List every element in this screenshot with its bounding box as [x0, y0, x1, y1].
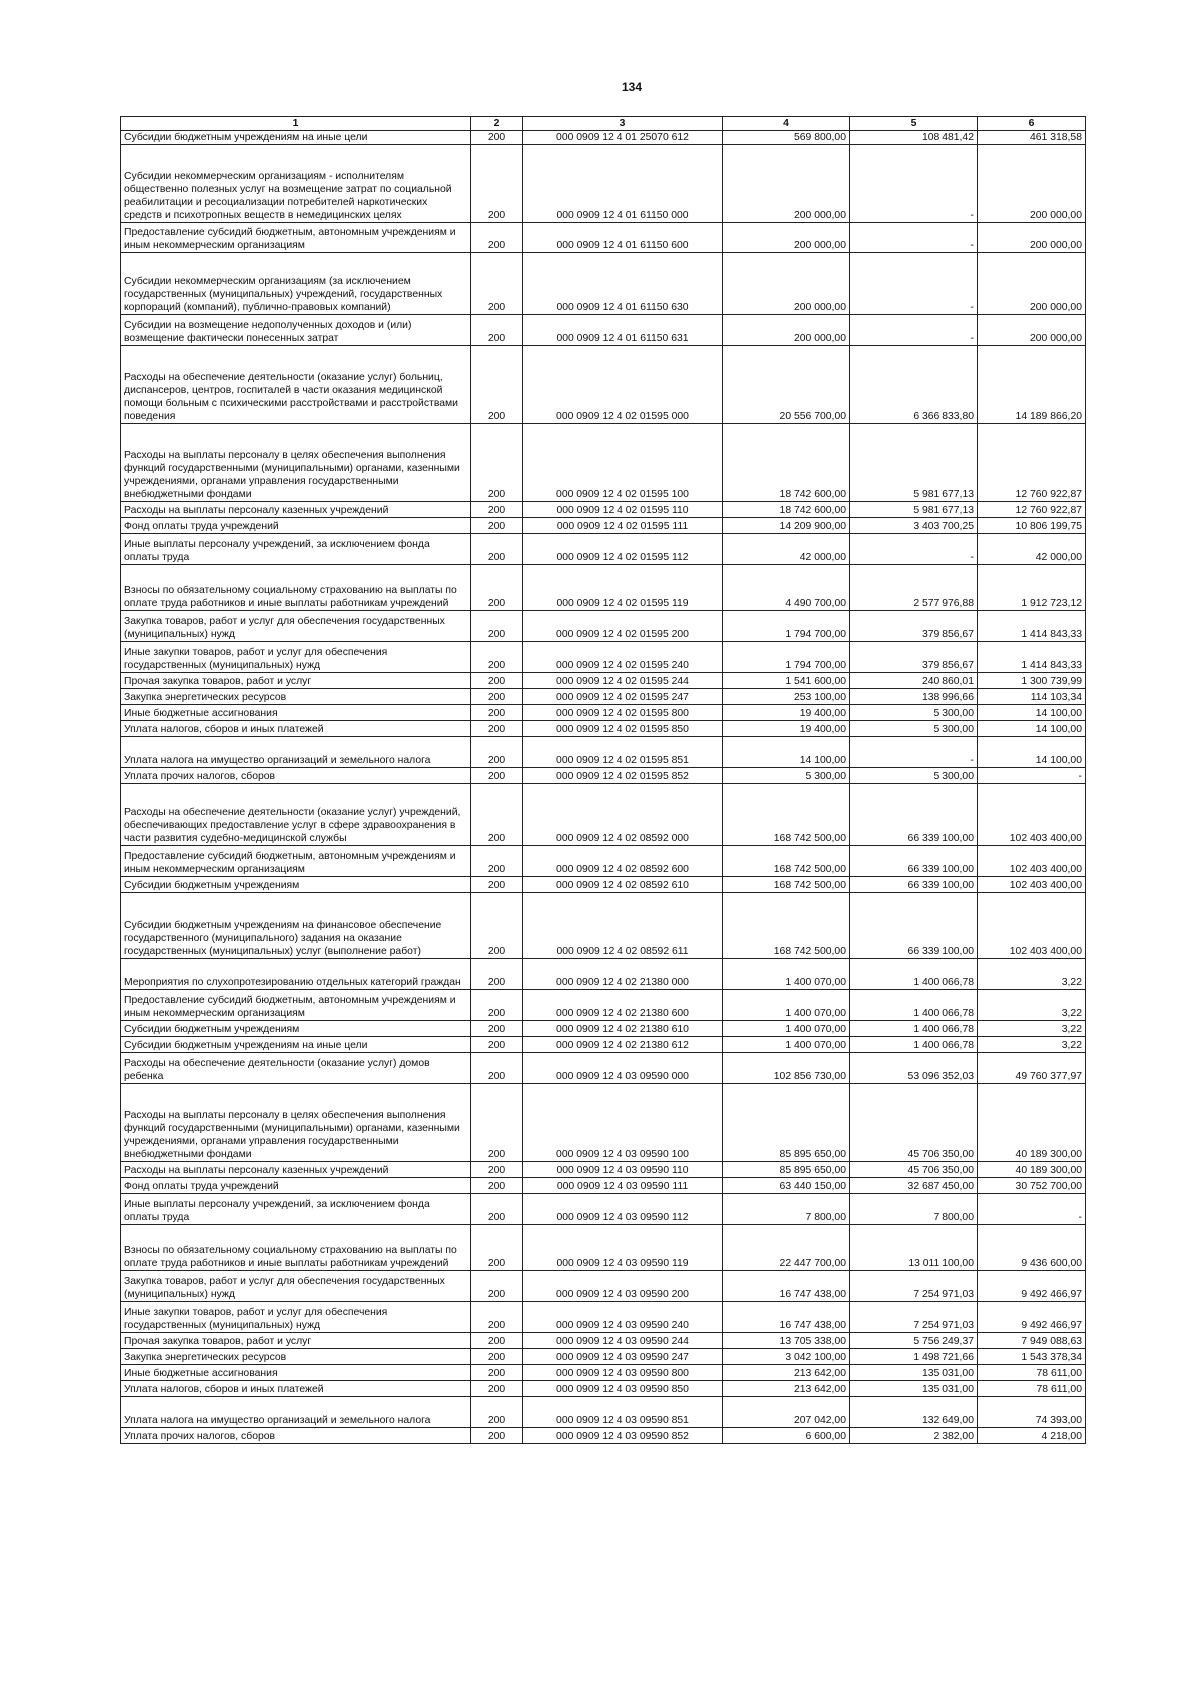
table-row [121, 518, 1086, 534]
row-name-cell: Иные выплаты персоналу учреждений, за исключением фонда оплаты труда [121, 1194, 471, 1225]
row-name-cell: Расходы на выплаты персоналу в целях обеспечения выполнения функций государственными (муниципальными) органами, казенными учреждениями, органами управления государственными внебюджетными фондами [121, 1084, 471, 1162]
row-classification-code-cell: 000 0909 12 4 01 61150 600 [523, 223, 723, 253]
row-name-cell: Уплата налогов, сборов и иных платежей [121, 1381, 471, 1397]
row-executed-amount-cell: 5 300,00 [850, 721, 978, 737]
row-classification-code-cell: 000 0909 12 4 03 09590 000 [523, 1053, 723, 1084]
row-classification-code-cell: 000 0909 12 4 02 08592 611 [523, 893, 723, 959]
row-executed-amount-cell: 32 687 450,00 [850, 1178, 978, 1194]
row-approved-amount-cell: 1 400 070,00 [723, 1021, 850, 1037]
row-executed-amount-cell: 1 400 066,78 [850, 1037, 978, 1053]
row-remaining-amount-cell: 14 100,00 [978, 721, 1086, 737]
row-approved-amount-cell: 200 000,00 [723, 223, 850, 253]
row-classification-code-cell: 000 0909 12 4 03 09590 247 [523, 1349, 723, 1365]
row-remaining-amount-cell: 78 611,00 [978, 1381, 1086, 1397]
row-remaining-amount-cell: - [978, 1194, 1086, 1225]
row-approved-amount-cell: 16 747 438,00 [723, 1302, 850, 1333]
row-classification-code-cell: 000 0909 12 4 03 09590 800 [523, 1365, 723, 1381]
row-name-cell: Субсидии на возмещение недополученных доходов и (или) возмещение фактически понесенных затрат [121, 315, 471, 346]
row-remaining-amount-cell: 1 300 739,99 [978, 673, 1086, 689]
table-row [121, 1225, 1086, 1271]
table-row [121, 1349, 1086, 1365]
row-remaining-amount-cell: 1 414 843,33 [978, 642, 1086, 673]
table-row [121, 131, 1086, 145]
row-executed-amount-cell: 66 339 100,00 [850, 846, 978, 877]
row-executed-amount-cell: - [850, 315, 978, 346]
table-row [121, 877, 1086, 893]
row-executed-amount-cell: - [850, 145, 978, 223]
row-executed-amount-cell: 108 481,42 [850, 131, 978, 145]
row-approved-amount-cell: 1 400 070,00 [723, 1037, 850, 1053]
row-remaining-amount-cell: 3,22 [978, 959, 1086, 990]
row-remaining-amount-cell: 3,22 [978, 990, 1086, 1021]
row-admin-code-cell: 200 [471, 990, 523, 1021]
row-approved-amount-cell: 213 642,00 [723, 1381, 850, 1397]
row-admin-code-cell: 200 [471, 1037, 523, 1053]
row-classification-code-cell: 000 0909 12 4 02 08592 000 [523, 784, 723, 846]
row-admin-code-cell: 200 [471, 223, 523, 253]
row-executed-amount-cell: 1 400 066,78 [850, 1021, 978, 1037]
row-executed-amount-cell: 240 860,01 [850, 673, 978, 689]
row-remaining-amount-cell: 1 543 378,34 [978, 1349, 1086, 1365]
table-row [121, 565, 1086, 611]
row-name-cell: Субсидии бюджетным учреждениям на иные цели [121, 131, 471, 145]
row-admin-code-cell: 200 [471, 565, 523, 611]
row-name-cell: Закупка энергетических ресурсов [121, 1349, 471, 1365]
row-classification-code-cell: 000 0909 12 4 02 01595 110 [523, 502, 723, 518]
row-remaining-amount-cell: 40 189 300,00 [978, 1084, 1086, 1162]
table-row [121, 253, 1086, 315]
table-row [121, 1397, 1086, 1428]
row-executed-amount-cell: 66 339 100,00 [850, 877, 978, 893]
table-row [121, 673, 1086, 689]
row-classification-code-cell: 000 0909 12 4 02 01595 200 [523, 611, 723, 642]
row-admin-code-cell: 200 [471, 1178, 523, 1194]
row-approved-amount-cell: 13 705 338,00 [723, 1333, 850, 1349]
row-approved-amount-cell: 85 895 650,00 [723, 1084, 850, 1162]
row-approved-amount-cell: 168 742 500,00 [723, 846, 850, 877]
table-row [121, 990, 1086, 1021]
row-admin-code-cell: 200 [471, 705, 523, 721]
row-approved-amount-cell: 14 100,00 [723, 737, 850, 768]
row-classification-code-cell: 000 0909 12 4 03 09590 200 [523, 1271, 723, 1302]
row-classification-code-cell: 000 0909 12 4 03 09590 244 [523, 1333, 723, 1349]
row-name-cell: Субсидии бюджетным учреждениям на финансовое обеспечение государственного (муниципального) задания на оказание государственных (муниципальных) услуг (выполнение работ) [121, 893, 471, 959]
row-admin-code-cell: 200 [471, 1271, 523, 1302]
row-classification-code-cell: 000 0909 12 4 02 21380 600 [523, 990, 723, 1021]
table-row [121, 1194, 1086, 1225]
row-remaining-amount-cell: 114 103,34 [978, 689, 1086, 705]
table-row [121, 1162, 1086, 1178]
table-row [121, 1084, 1086, 1162]
row-name-cell: Закупка товаров, работ и услуг для обеспечения государственных (муниципальных) нужд [121, 611, 471, 642]
table-row [121, 846, 1086, 877]
row-admin-code-cell: 200 [471, 1333, 523, 1349]
row-classification-code-cell: 000 0909 12 4 02 01595 119 [523, 565, 723, 611]
row-name-cell: Предоставление субсидий бюджетным, автономным учреждениям и иным некоммерческим организациям [121, 846, 471, 877]
row-executed-amount-cell: 379 856,67 [850, 642, 978, 673]
row-admin-code-cell: 200 [471, 131, 523, 145]
row-executed-amount-cell: 135 031,00 [850, 1381, 978, 1397]
table-row [121, 1178, 1086, 1194]
row-executed-amount-cell: 2 577 976,88 [850, 565, 978, 611]
row-admin-code-cell: 200 [471, 689, 523, 705]
row-admin-code-cell: 200 [471, 1021, 523, 1037]
row-classification-code-cell: 000 0909 12 4 01 61150 630 [523, 253, 723, 315]
row-approved-amount-cell: 3 042 100,00 [723, 1349, 850, 1365]
row-approved-amount-cell: 19 400,00 [723, 705, 850, 721]
row-name-cell: Субсидии бюджетным учреждениям [121, 1021, 471, 1037]
row-remaining-amount-cell: 1 414 843,33 [978, 611, 1086, 642]
row-admin-code-cell: 200 [471, 424, 523, 502]
row-remaining-amount-cell: 102 403 400,00 [978, 846, 1086, 877]
table-row [121, 145, 1086, 223]
row-remaining-amount-cell: 200 000,00 [978, 223, 1086, 253]
row-name-cell: Расходы на обеспечение деятельности (оказание услуг) домов ребенка [121, 1053, 471, 1084]
row-executed-amount-cell: - [850, 534, 978, 565]
row-remaining-amount-cell: 3,22 [978, 1037, 1086, 1053]
row-approved-amount-cell: 18 742 600,00 [723, 424, 850, 502]
row-approved-amount-cell: 168 742 500,00 [723, 877, 850, 893]
row-name-cell: Расходы на выплаты персоналу в целях обеспечения выполнения функций государственными (муниципальными) органами, казенными учреждениями, органами управления государственными внебюджетными фондами [121, 424, 471, 502]
row-executed-amount-cell: 53 096 352,03 [850, 1053, 978, 1084]
row-executed-amount-cell: 132 649,00 [850, 1397, 978, 1428]
row-admin-code-cell: 200 [471, 642, 523, 673]
row-classification-code-cell: 000 0909 12 4 02 01595 800 [523, 705, 723, 721]
row-remaining-amount-cell: 14 189 866,20 [978, 346, 1086, 424]
row-name-cell: Взносы по обязательному социальному страхованию на выплаты по оплате труда работников и иные выплаты работникам учреждений [121, 565, 471, 611]
table-row [121, 1365, 1086, 1381]
row-classification-code-cell: 000 0909 12 4 03 09590 851 [523, 1397, 723, 1428]
table-row [121, 1302, 1086, 1333]
row-approved-amount-cell: 7 800,00 [723, 1194, 850, 1225]
row-name-cell: Субсидии бюджетным учреждениям [121, 877, 471, 893]
table-row [121, 1037, 1086, 1053]
table-row [121, 1333, 1086, 1349]
row-executed-amount-cell: 1 400 066,78 [850, 990, 978, 1021]
row-approved-amount-cell: 5 300,00 [723, 768, 850, 784]
table-row [121, 424, 1086, 502]
table-row [121, 768, 1086, 784]
row-classification-code-cell: 000 0909 12 4 03 09590 240 [523, 1302, 723, 1333]
row-admin-code-cell: 200 [471, 768, 523, 784]
table-row [121, 1021, 1086, 1037]
row-remaining-amount-cell: 78 611,00 [978, 1365, 1086, 1381]
row-approved-amount-cell: 1 794 700,00 [723, 642, 850, 673]
row-classification-code-cell: 000 0909 12 4 03 09590 119 [523, 1225, 723, 1271]
row-remaining-amount-cell: 42 000,00 [978, 534, 1086, 565]
row-name-cell: Расходы на выплаты персоналу казенных учреждений [121, 502, 471, 518]
row-admin-code-cell: 200 [471, 253, 523, 315]
row-classification-code-cell: 000 0909 12 4 03 09590 852 [523, 1428, 723, 1444]
row-admin-code-cell: 200 [471, 315, 523, 346]
row-approved-amount-cell: 4 490 700,00 [723, 565, 850, 611]
row-approved-amount-cell: 63 440 150,00 [723, 1178, 850, 1194]
row-name-cell: Иные выплаты персоналу учреждений, за исключением фонда оплаты труда [121, 534, 471, 565]
row-name-cell: Иные закупки товаров, работ и услуг для обеспечения государственных (муниципальных) нужд [121, 642, 471, 673]
row-classification-code-cell: 000 0909 12 4 01 61150 000 [523, 145, 723, 223]
row-classification-code-cell: 000 0909 12 4 03 09590 100 [523, 1084, 723, 1162]
table-row [121, 534, 1086, 565]
row-remaining-amount-cell: 200 000,00 [978, 145, 1086, 223]
row-name-cell: Уплата налогов, сборов и иных платежей [121, 721, 471, 737]
row-executed-amount-cell: 7 254 971,03 [850, 1302, 978, 1333]
row-remaining-amount-cell: 102 403 400,00 [978, 893, 1086, 959]
row-admin-code-cell: 200 [471, 1194, 523, 1225]
row-remaining-amount-cell: 102 403 400,00 [978, 877, 1086, 893]
row-executed-amount-cell: 66 339 100,00 [850, 784, 978, 846]
row-remaining-amount-cell: 40 189 300,00 [978, 1162, 1086, 1178]
row-classification-code-cell: 000 0909 12 4 02 01595 852 [523, 768, 723, 784]
row-approved-amount-cell: 1 541 600,00 [723, 673, 850, 689]
table-row [121, 502, 1086, 518]
row-name-cell: Фонд оплаты труда учреждений [121, 1178, 471, 1194]
budget-table [120, 116, 1086, 1444]
table-row [121, 642, 1086, 673]
row-admin-code-cell: 200 [471, 1381, 523, 1397]
row-admin-code-cell: 200 [471, 145, 523, 223]
row-admin-code-cell: 200 [471, 1162, 523, 1178]
row-name-cell: Уплата прочих налогов, сборов [121, 1428, 471, 1444]
row-remaining-amount-cell: 10 806 199,75 [978, 518, 1086, 534]
row-approved-amount-cell: 253 100,00 [723, 689, 850, 705]
row-remaining-amount-cell: 12 760 922,87 [978, 424, 1086, 502]
row-admin-code-cell: 200 [471, 1397, 523, 1428]
header-row [121, 117, 1086, 131]
row-admin-code-cell: 200 [471, 893, 523, 959]
row-admin-code-cell: 200 [471, 959, 523, 990]
row-admin-code-cell: 200 [471, 784, 523, 846]
row-approved-amount-cell: 18 742 600,00 [723, 502, 850, 518]
row-admin-code-cell: 200 [471, 1349, 523, 1365]
row-approved-amount-cell: 200 000,00 [723, 315, 850, 346]
row-remaining-amount-cell: 9 492 466,97 [978, 1302, 1086, 1333]
row-name-cell: Мероприятия по слухопротезированию отдельных категорий граждан [121, 959, 471, 990]
row-executed-amount-cell: 5 756 249,37 [850, 1333, 978, 1349]
row-remaining-amount-cell: 9 492 466,97 [978, 1271, 1086, 1302]
table-row [121, 705, 1086, 721]
table-row [121, 737, 1086, 768]
row-classification-code-cell: 000 0909 12 4 02 21380 612 [523, 1037, 723, 1053]
table-row [121, 784, 1086, 846]
table-row [121, 1428, 1086, 1444]
row-approved-amount-cell: 22 447 700,00 [723, 1225, 850, 1271]
row-approved-amount-cell: 16 747 438,00 [723, 1271, 850, 1302]
row-approved-amount-cell: 168 742 500,00 [723, 893, 850, 959]
row-classification-code-cell: 000 0909 12 4 03 09590 110 [523, 1162, 723, 1178]
row-name-cell: Фонд оплаты труда учреждений [121, 518, 471, 534]
row-approved-amount-cell: 1 794 700,00 [723, 611, 850, 642]
table-row [121, 1381, 1086, 1397]
row-executed-amount-cell: 7 254 971,03 [850, 1271, 978, 1302]
row-classification-code-cell: 000 0909 12 4 02 01595 111 [523, 518, 723, 534]
row-admin-code-cell: 200 [471, 673, 523, 689]
row-name-cell: Субсидии бюджетным учреждениям на иные цели [121, 1037, 471, 1053]
row-executed-amount-cell: 7 800,00 [850, 1194, 978, 1225]
row-approved-amount-cell: 200 000,00 [723, 145, 850, 223]
row-remaining-amount-cell: 30 752 700,00 [978, 1178, 1086, 1194]
row-admin-code-cell: 200 [471, 1053, 523, 1084]
row-remaining-amount-cell: 3,22 [978, 1021, 1086, 1037]
row-name-cell: Иные бюджетные ассигнования [121, 1365, 471, 1381]
row-admin-code-cell: 200 [471, 846, 523, 877]
row-name-cell: Закупка товаров, работ и услуг для обеспечения государственных (муниципальных) нужд [121, 1271, 471, 1302]
row-name-cell: Расходы на обеспечение деятельности (оказание услуг) больниц, диспансеров, центров, госпиталей в части оказания медицинской помощи больным с психическими расстройствами и расстройствами поведения [121, 346, 471, 424]
row-classification-code-cell: 000 0909 12 4 03 09590 112 [523, 1194, 723, 1225]
row-executed-amount-cell: 379 856,67 [850, 611, 978, 642]
row-remaining-amount-cell: 49 760 377,97 [978, 1053, 1086, 1084]
row-executed-amount-cell: 13 011 100,00 [850, 1225, 978, 1271]
row-executed-amount-cell: 5 981 677,13 [850, 502, 978, 518]
row-executed-amount-cell: 45 706 350,00 [850, 1084, 978, 1162]
row-remaining-amount-cell: 14 100,00 [978, 737, 1086, 768]
row-approved-amount-cell: 14 209 900,00 [723, 518, 850, 534]
row-name-cell: Прочая закупка товаров, работ и услуг [121, 1333, 471, 1349]
table-row [121, 223, 1086, 253]
row-admin-code-cell: 200 [471, 518, 523, 534]
row-approved-amount-cell: 42 000,00 [723, 534, 850, 565]
row-classification-code-cell: 000 0909 12 4 02 01595 100 [523, 424, 723, 502]
row-classification-code-cell: 000 0909 12 4 02 01595 112 [523, 534, 723, 565]
row-admin-code-cell: 200 [471, 502, 523, 518]
table-row [121, 1271, 1086, 1302]
row-remaining-amount-cell: 14 100,00 [978, 705, 1086, 721]
row-name-cell: Субсидии некоммерческим организациям (за исключением государственных (муниципальных) учреждений, государственных корпораций (компаний), публично-правовых компаний) [121, 253, 471, 315]
row-name-cell: Расходы на выплаты персоналу казенных учреждений [121, 1162, 471, 1178]
row-executed-amount-cell: - [850, 253, 978, 315]
row-executed-amount-cell: 1 400 066,78 [850, 959, 978, 990]
row-admin-code-cell: 200 [471, 534, 523, 565]
column-header-3: 3 [523, 117, 723, 131]
row-name-cell: Уплата налога на имущество организаций и земельного налога [121, 1397, 471, 1428]
row-approved-amount-cell: 200 000,00 [723, 253, 850, 315]
row-executed-amount-cell: 6 366 833,80 [850, 346, 978, 424]
row-approved-amount-cell: 168 742 500,00 [723, 784, 850, 846]
row-classification-code-cell: 000 0909 12 4 02 01595 240 [523, 642, 723, 673]
row-classification-code-cell: 000 0909 12 4 03 09590 850 [523, 1381, 723, 1397]
row-classification-code-cell: 000 0909 12 4 02 01595 247 [523, 689, 723, 705]
row-approved-amount-cell: 207 042,00 [723, 1397, 850, 1428]
row-admin-code-cell: 200 [471, 346, 523, 424]
row-admin-code-cell: 200 [471, 1365, 523, 1381]
row-approved-amount-cell: 1 400 070,00 [723, 990, 850, 1021]
row-approved-amount-cell: 6 600,00 [723, 1428, 850, 1444]
row-remaining-amount-cell: - [978, 768, 1086, 784]
row-remaining-amount-cell: 74 393,00 [978, 1397, 1086, 1428]
row-classification-code-cell: 000 0909 12 4 01 25070 612 [523, 131, 723, 145]
row-classification-code-cell: 000 0909 12 4 02 08592 610 [523, 877, 723, 893]
row-remaining-amount-cell: 4 218,00 [978, 1428, 1086, 1444]
row-admin-code-cell: 200 [471, 611, 523, 642]
page-number: 134 [621, 80, 643, 94]
row-remaining-amount-cell: 7 949 088,63 [978, 1333, 1086, 1349]
row-approved-amount-cell: 569 800,00 [723, 131, 850, 145]
row-name-cell: Прочая закупка товаров, работ и услуг [121, 673, 471, 689]
row-admin-code-cell: 200 [471, 1084, 523, 1162]
row-classification-code-cell: 000 0909 12 4 03 09590 111 [523, 1178, 723, 1194]
row-name-cell: Закупка энергетических ресурсов [121, 689, 471, 705]
column-header-5: 5 [850, 117, 978, 131]
row-remaining-amount-cell: 461 318,58 [978, 131, 1086, 145]
table-row [121, 346, 1086, 424]
column-header-6: 6 [978, 117, 1086, 131]
row-executed-amount-cell: 5 300,00 [850, 768, 978, 784]
table-row [121, 315, 1086, 346]
row-admin-code-cell: 200 [471, 1225, 523, 1271]
row-classification-code-cell: 000 0909 12 4 02 21380 610 [523, 1021, 723, 1037]
row-executed-amount-cell: 1 498 721,66 [850, 1349, 978, 1365]
row-executed-amount-cell: - [850, 223, 978, 253]
row-approved-amount-cell: 20 556 700,00 [723, 346, 850, 424]
row-executed-amount-cell: 66 339 100,00 [850, 893, 978, 959]
row-remaining-amount-cell: 200 000,00 [978, 315, 1086, 346]
row-admin-code-cell: 200 [471, 721, 523, 737]
row-executed-amount-cell: 5 981 677,13 [850, 424, 978, 502]
row-classification-code-cell: 000 0909 12 4 02 21380 000 [523, 959, 723, 990]
row-remaining-amount-cell: 102 403 400,00 [978, 784, 1086, 846]
row-approved-amount-cell: 19 400,00 [723, 721, 850, 737]
table-row [121, 689, 1086, 705]
row-name-cell: Предоставление субсидий бюджетным, автономным учреждениям и иным некоммерческим организациям [121, 223, 471, 253]
row-executed-amount-cell: - [850, 737, 978, 768]
row-name-cell: Уплата налога на имущество организаций и земельного налога [121, 737, 471, 768]
row-executed-amount-cell: 45 706 350,00 [850, 1162, 978, 1178]
column-header-4: 4 [723, 117, 850, 131]
row-admin-code-cell: 200 [471, 737, 523, 768]
row-remaining-amount-cell: 1 912 723,12 [978, 565, 1086, 611]
row-executed-amount-cell: 138 996,66 [850, 689, 978, 705]
table-row [121, 959, 1086, 990]
table-row [121, 721, 1086, 737]
row-name-cell: Предоставление субсидий бюджетным, автономным учреждениям и иным некоммерческим организациям [121, 990, 471, 1021]
row-admin-code-cell: 200 [471, 1302, 523, 1333]
row-name-cell: Взносы по обязательному социальному страхованию на выплаты по оплате труда работников и иные выплаты работникам учреждений [121, 1225, 471, 1271]
row-executed-amount-cell: 2 382,00 [850, 1428, 978, 1444]
row-name-cell: Уплата прочих налогов, сборов [121, 768, 471, 784]
row-name-cell: Иные бюджетные ассигнования [121, 705, 471, 721]
row-name-cell: Иные закупки товаров, работ и услуг для обеспечения государственных (муниципальных) нужд [121, 1302, 471, 1333]
row-classification-code-cell: 000 0909 12 4 02 01595 244 [523, 673, 723, 689]
row-classification-code-cell: 000 0909 12 4 02 01595 851 [523, 737, 723, 768]
row-executed-amount-cell: 135 031,00 [850, 1365, 978, 1381]
row-approved-amount-cell: 213 642,00 [723, 1365, 850, 1381]
table-row [121, 893, 1086, 959]
row-classification-code-cell: 000 0909 12 4 01 61150 631 [523, 315, 723, 346]
row-approved-amount-cell: 85 895 650,00 [723, 1162, 850, 1178]
row-approved-amount-cell: 102 856 730,00 [723, 1053, 850, 1084]
table-row [121, 1053, 1086, 1084]
row-classification-code-cell: 000 0909 12 4 02 08592 600 [523, 846, 723, 877]
row-executed-amount-cell: 3 403 700,25 [850, 518, 978, 534]
row-remaining-amount-cell: 200 000,00 [978, 253, 1086, 315]
row-classification-code-cell: 000 0909 12 4 02 01595 850 [523, 721, 723, 737]
table-row [121, 611, 1086, 642]
column-header-1: 1 [121, 117, 471, 131]
row-remaining-amount-cell: 12 760 922,87 [978, 502, 1086, 518]
table-body [121, 131, 1086, 1444]
row-remaining-amount-cell: 9 436 600,00 [978, 1225, 1086, 1271]
row-name-cell: Расходы на обеспечение деятельности (оказание услуг) учреждений, обеспечивающих предоставление услуг в сфере здравоохранения в части развития судебно-медицинской службы [121, 784, 471, 846]
row-executed-amount-cell: 5 300,00 [850, 705, 978, 721]
column-header-2: 2 [471, 117, 523, 131]
row-classification-code-cell: 000 0909 12 4 02 01595 000 [523, 346, 723, 424]
row-admin-code-cell: 200 [471, 877, 523, 893]
row-name-cell: Субсидии некоммерческим организациям - исполнителям общественно полезных услуг на возмещение затрат по социальной реабилитации и ресоциализации потребителей наркотических средств и психотропных веществ в немедицинских целях [121, 145, 471, 223]
row-approved-amount-cell: 1 400 070,00 [723, 959, 850, 990]
row-admin-code-cell: 200 [471, 1428, 523, 1444]
